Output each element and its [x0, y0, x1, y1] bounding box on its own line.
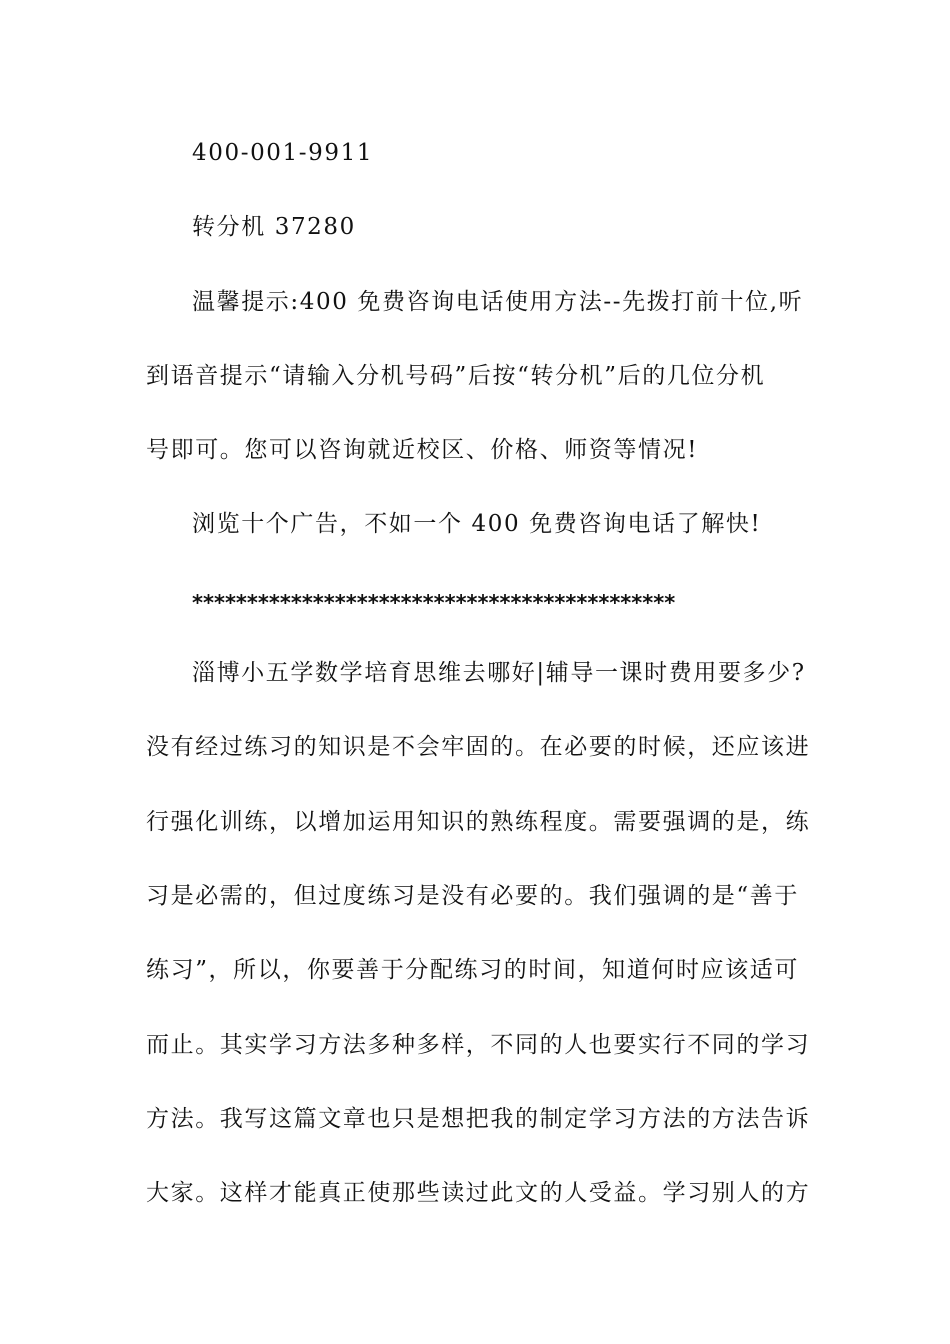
tip-line: 温馨提示:400 免费咨询电话使用方法--先拨打前十位,听	[192, 289, 804, 315]
article-line: 习是必需的，但过度练习是没有必要的。我们强调的是“善于	[146, 883, 799, 909]
phone-number: 400-001-9911	[192, 140, 374, 166]
extension-number: 转分机 37280	[192, 214, 356, 240]
article-line: 方法。我写这篇文章也只是想把我的制定学习方法的方法告诉	[146, 1106, 811, 1132]
article-line: 练习”，所以，你要善于分配练习的时间，知道何时应该适可	[146, 957, 799, 983]
tip-line: 到语音提示“请输入分机号码”后按“转分机”后的几位分机	[146, 363, 766, 389]
article-line: 而止。其实学习方法多种多样，不同的人也要实行不同的学习	[146, 1032, 811, 1058]
article-line: 行强化训练，以增加运用知识的熟练程度。需要强调的是，练	[146, 809, 811, 835]
article-title-line: 淄博小五学数学培育思维去哪好|辅导一课时费用要多少?	[192, 660, 806, 686]
separator: ********************************************	[192, 591, 676, 615]
tip-line: 号即可。您可以咨询就近校区、价格、师资等情况!	[146, 437, 699, 463]
article-line: 大家。这样才能真正使那些读过此文的人受益。学习别人的方	[146, 1180, 811, 1206]
article-line: 没有经过练习的知识是不会牢固的。在必要的时候，还应该进	[146, 734, 811, 760]
slogan: 浏览十个广告，不如一个 400 免费咨询电话了解快!	[192, 511, 762, 537]
